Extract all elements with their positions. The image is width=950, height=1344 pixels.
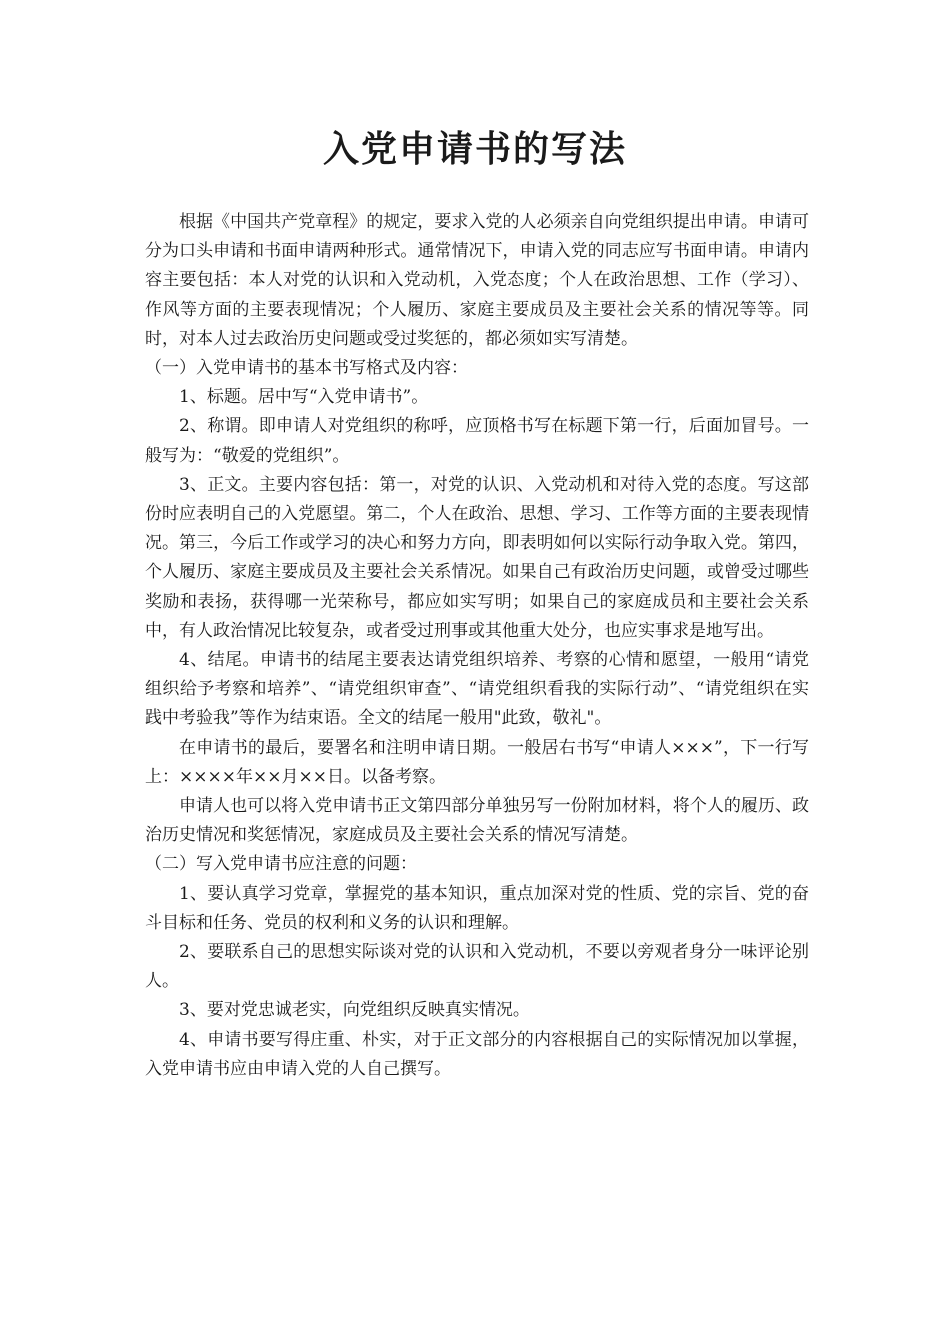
paragraph-item: 3、要对党忠诚老实，向党组织反映真实情况。	[179, 1000, 530, 1021]
document-title: 入党申请书的写法	[322, 129, 627, 170]
paragraph-item: 4、结尾。申请书的结尾主要表达请党组织培养、考察的心情和愿望，一般用“请党组织给予考察和培养”、“请党组织审查”、“请党组织看我的实际行动”、“请党组织在实践中考验我”等作为结束语。全文的结尾一般用"此致，敬礼"。	[145, 650, 809, 729]
document-body	[145, 208, 809, 1084]
paragraph-intro: 根据《中国共产党章程》的规定，要求入党的人必须亲自向党组织提出申请。申请可分为口头申请和书面申请两种形式。通常情况下，申请入党的同志应写书面申请。申请内容主要包括：本人对党的认识和入党动机，入党态度；个人在政治思想、工作（学习）、作风等方面的主要表现情况；个人履历、家庭主要成员及主要社会关系的情况等等。同时，对本人过去政治历史问题或受过奖惩的，都必须如实写清楚。	[145, 212, 809, 349]
paragraph-item: 4、申请书要写得庄重、朴实，对于正文部分的内容根据自己的实际情况加以掌握，入党申请书应由申请入党的人自己撰写。	[145, 1029, 809, 1079]
paragraph-item: 申请人也可以将入党申请书正文第四部分单独另写一份附加材料，将个人的履历、政治历史情况和奖惩情况，家庭成员及主要社会关系的情况写清楚。	[145, 796, 809, 846]
section-heading-format: （一）入党申请书的基本书写格式及内容：	[145, 358, 468, 379]
paragraph-item: 在申请书的最后，要署名和注明申请日期。一般居右书写“申请人×××”，下一行写上：××××年××月××日。以备考察。	[145, 737, 809, 787]
section-heading-notes: （二）写入党申请书应注意的问题：	[145, 854, 417, 875]
paragraph-item: 1、标题。居中写“入党申请书”。	[179, 387, 429, 408]
paragraph-item: 2、要联系自己的思想实际谈对党的认识和入党动机，不要以旁观者身分一味评论别人。	[145, 942, 809, 992]
paragraph-item: 1、要认真学习党章，掌握党的基本知识，重点加深对党的性质、党的宗旨、党的奋斗目标和任务、党员的权利和义务的认识和理解。	[145, 883, 809, 933]
paragraph-item: 2、称谓。即申请人对党组织的称呼，应顶格书写在标题下第一行，后面加冒号。一般写为：“敬爱的党组织”。	[145, 416, 809, 466]
paragraph-item: 3、正文。主要内容包括：第一，对党的认识、入党动机和对待入党的态度。写这部份时应表明自己的入党愿望。第二，个人在政治、思想、学习、工作等方面的主要表现情况。第三，今后工作或学习的决心和努力方向，即表明如何以实际行动争取入党。第四，个人履历、家庭主要成员及主要社会关系情况。如果自己有政治历史问题，或曾受过哪些奖励和表扬，获得哪一光荣称号，都应如实写明；如果自己的家庭成员和主要社会关系中，有人政治情况比较复杂，或者受过刑事或其他重大处分，也应实事求是地写出。	[145, 474, 809, 641]
